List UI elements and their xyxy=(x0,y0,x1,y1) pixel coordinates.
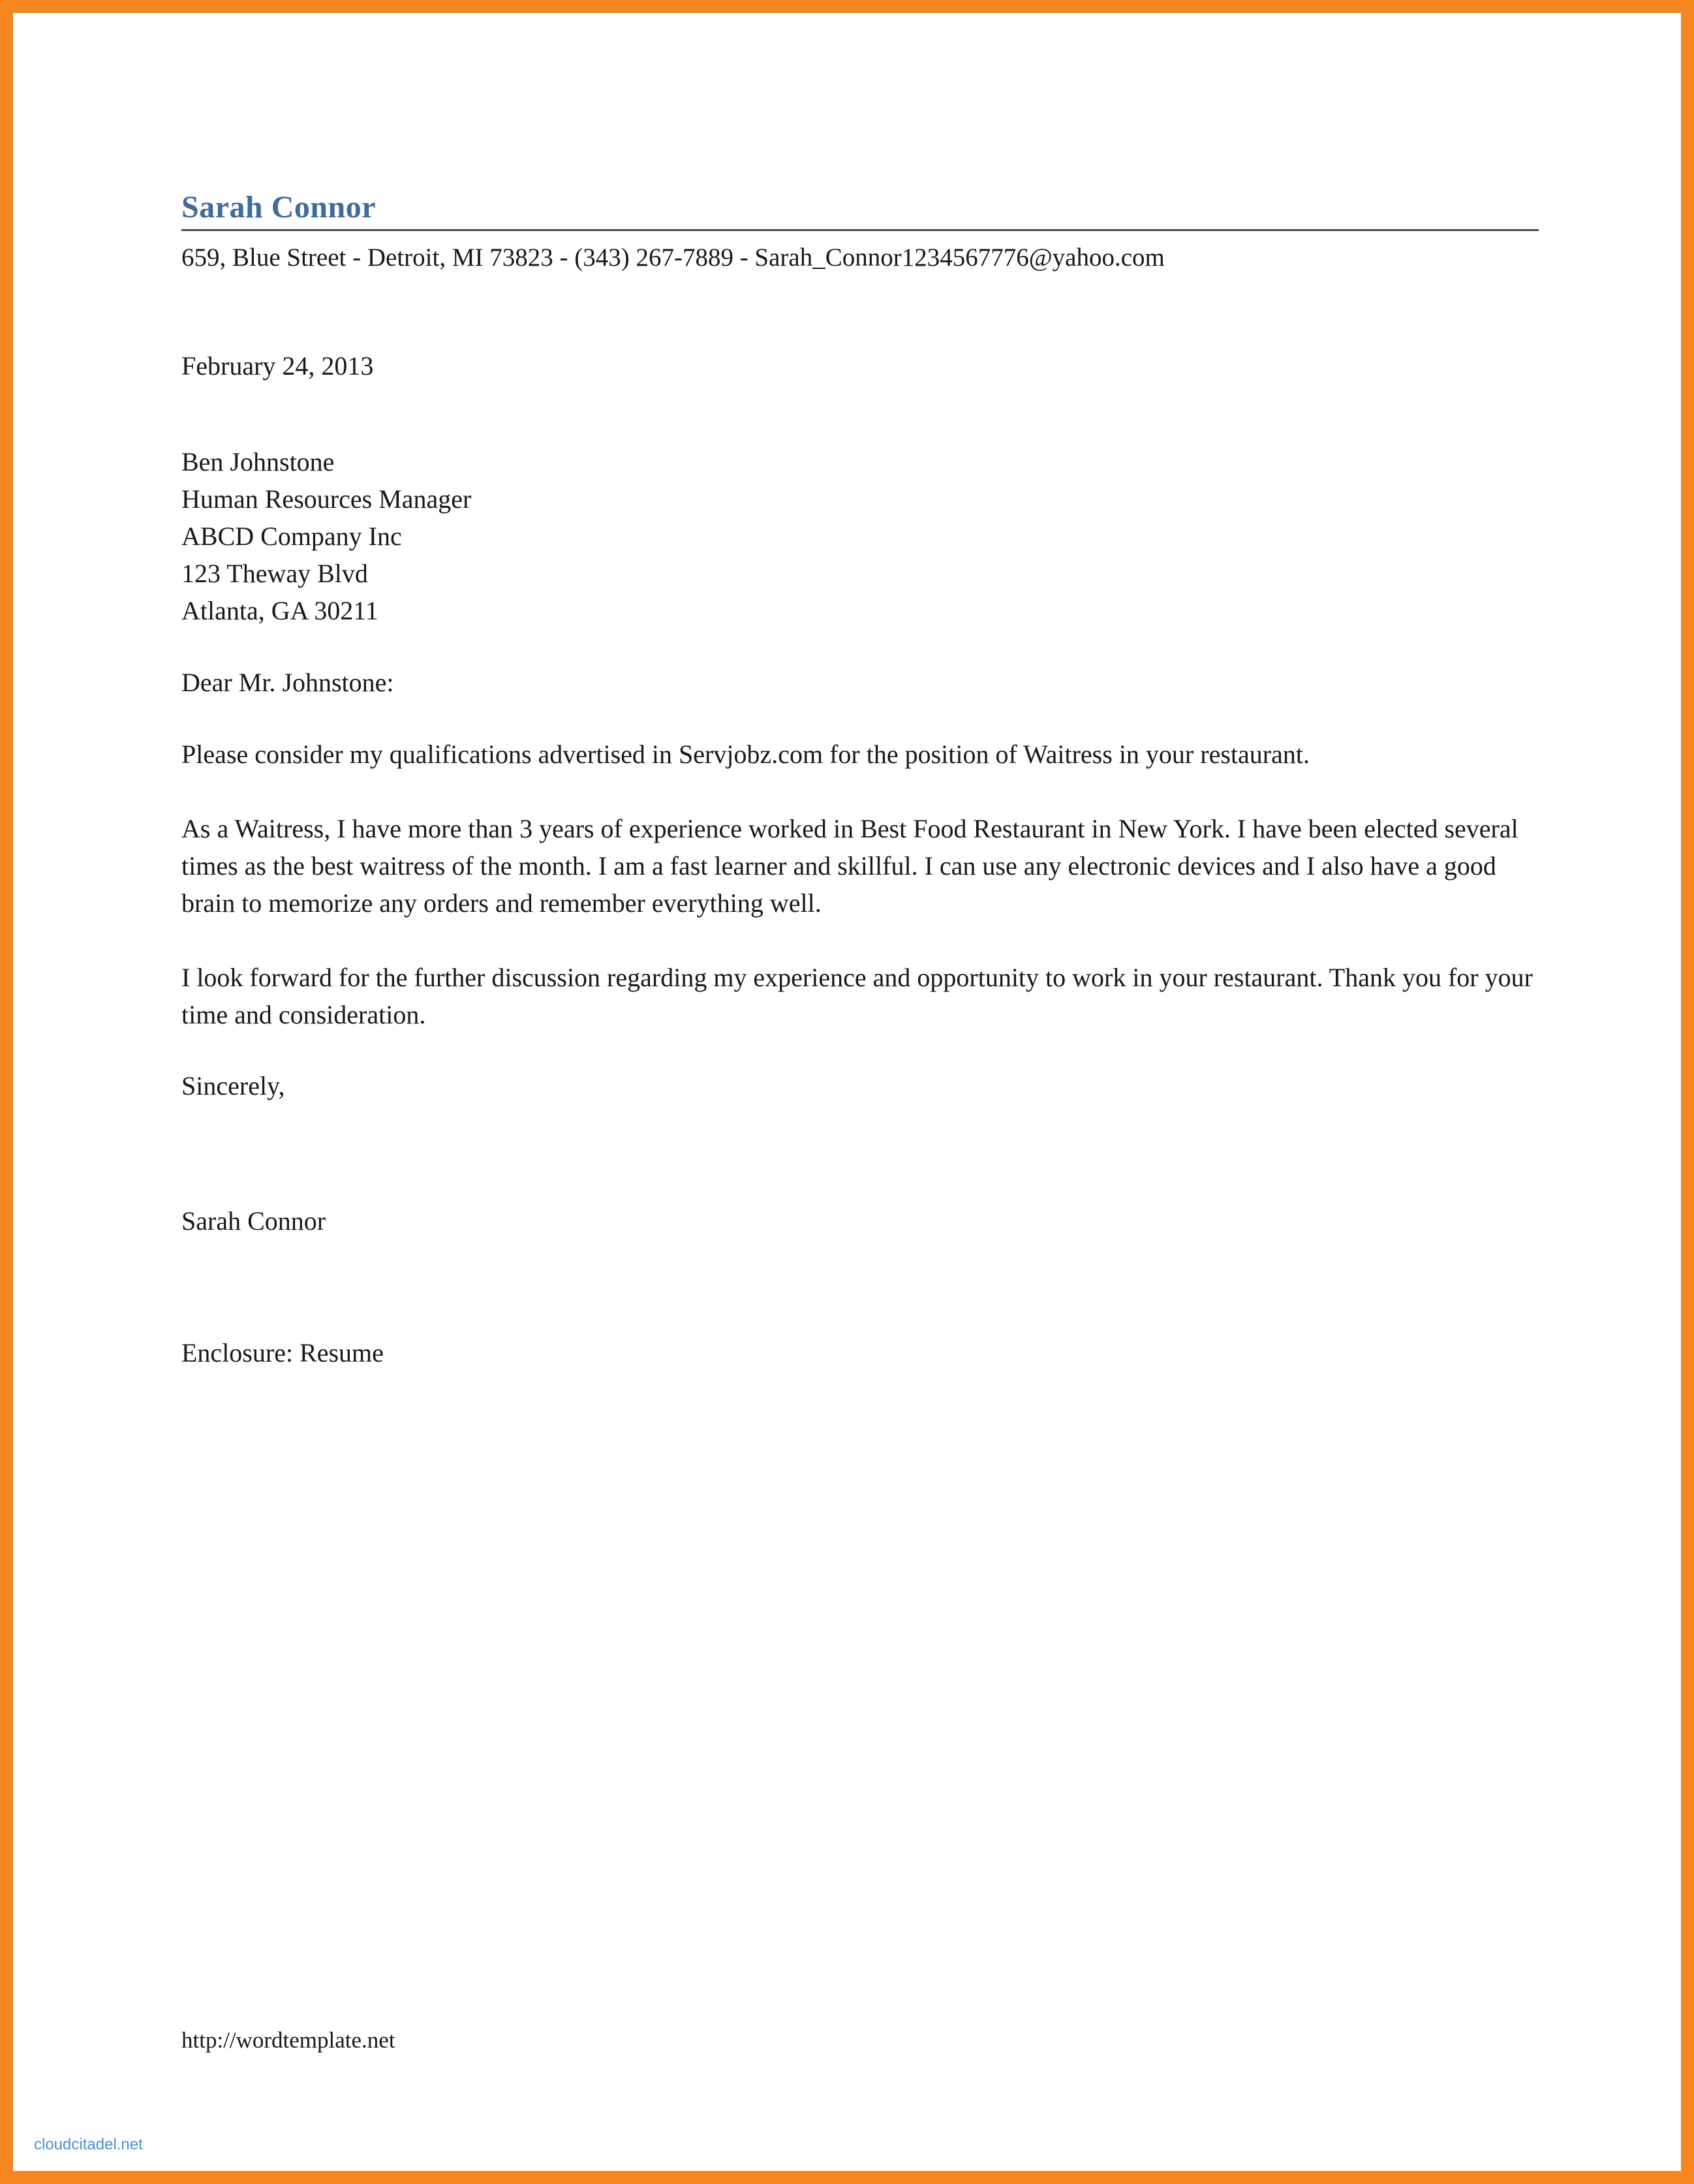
recipient-city-state-zip: Atlanta, GA 30211 xyxy=(181,596,378,625)
closing-line: Sincerely, xyxy=(181,1071,285,1100)
watermark-cloudcitadel: cloudcitadel.net xyxy=(34,2136,143,2153)
sender-name-heading: Sarah Connor xyxy=(181,190,377,225)
recipient-company: ABCD Company Inc xyxy=(181,522,402,551)
recipient-address-block xyxy=(181,443,1539,629)
salutation: Dear Mr. Johnstone: xyxy=(181,668,394,697)
letter-content xyxy=(181,189,1539,1368)
recipient-name: Ben Johnstone xyxy=(181,447,335,476)
recipient-street: 123 Theway Blvd xyxy=(181,559,368,588)
letter-date: February 24, 2013 xyxy=(181,351,374,381)
recipient-job-title: Human Resources Manager xyxy=(181,484,472,514)
body-paragraph-3: I look forward for the further discussion regarding my experience and opportunity to work in your restaurant. Thank you for your time and consideration. xyxy=(181,963,1533,1029)
enclosure-line: Enclosure: Resume xyxy=(181,1338,384,1367)
signature-name: Sarah Connor xyxy=(181,1206,326,1236)
footer-template-url: http://wordtemplate.net xyxy=(181,2027,395,2053)
watermark-resume-label: Resume xyxy=(1627,2159,1664,2170)
sender-contact-line: 659, Blue Street - Detroit, MI 73823 - (343) 267-7889 - Sarah_Connor1234567776@yahoo.com xyxy=(181,243,1165,272)
title-divider xyxy=(181,229,1539,231)
body-paragraph-2: As a Waitress, I have more than 3 years of experience worked in Best Food Restaurant in New York. I have been elected several times as the best waitress of the month. I am a fast learner and skillful. I can use any electronic devices and I also have a good brain to memorize any orders and remember everything well. xyxy=(181,814,1518,918)
body-paragraph-1: Please consider my qualifications advertised in Servjobz.com for the position of Waitress in your restaurant. xyxy=(181,740,1310,769)
